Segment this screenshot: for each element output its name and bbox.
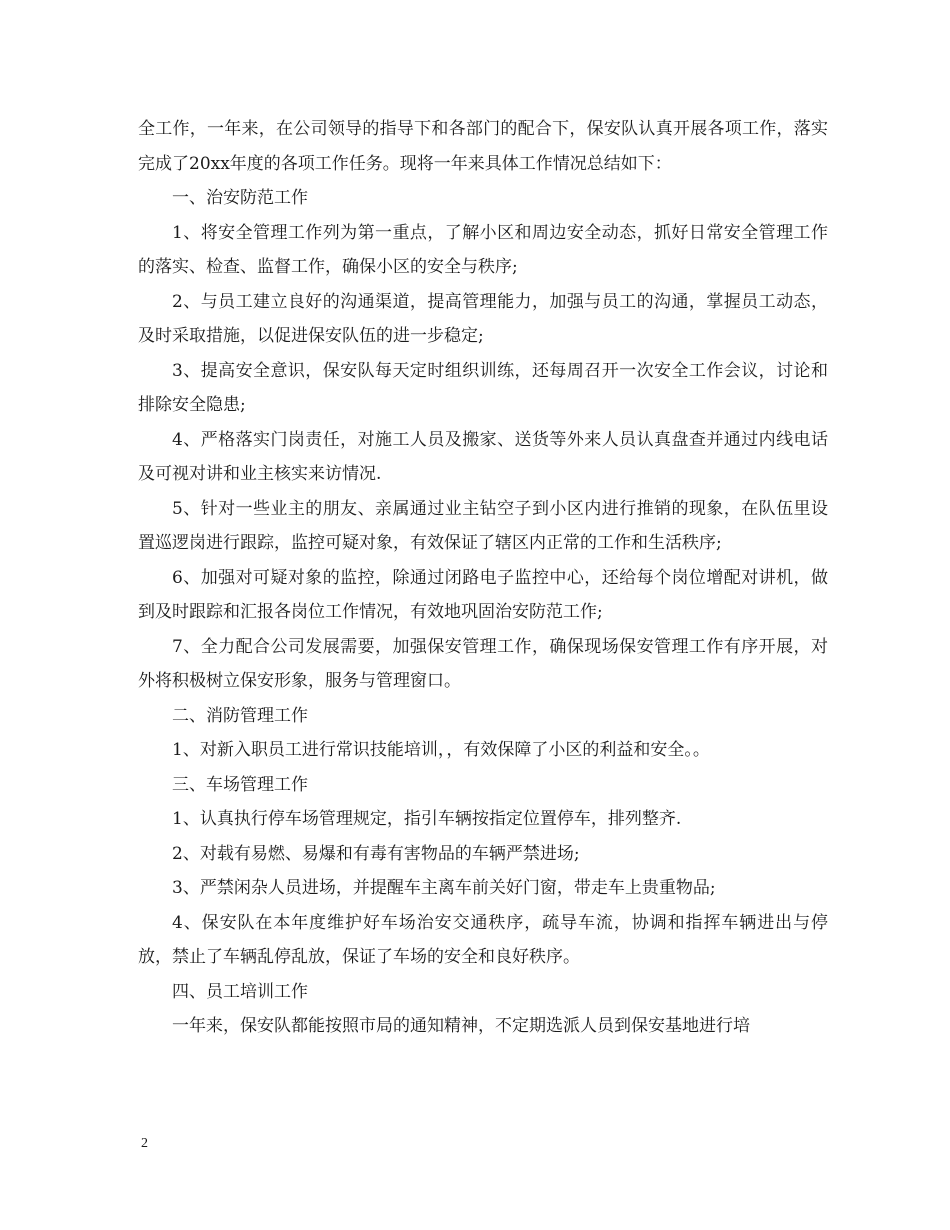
paragraph: 1、对新入职员工进行常识技能培训，，有效保障了小区的利益和安全。。 xyxy=(172,740,710,760)
paragraph: 2、对载有易燃、易爆和有毒有害物品的车辆严禁进场; xyxy=(172,843,580,864)
paragraph: 6、加强对可疑对象的监控，除通过闭路电子监控中心，还给每个岗位增配对讲机，做到及时跟踪和汇报各岗位工作情况，有效地巩固治安防范工作; xyxy=(138,567,828,622)
paragraph: 3、严禁闲杂人员进场，并提醒车主离车前关好门窗，带走车上贵重物品; xyxy=(172,878,716,898)
paragraph: 4、保安队在本年度维护好车场治安交通秩序，疏导车流，协调和指挥车辆进出与停放，禁止了车辆乱停乱放，保证了车场的安全和良好秩序。 xyxy=(138,912,828,967)
paragraph: 3、提高安全意识，保安队每天定时组织训练，还每周召开一次安全工作会议，讨论和排除安全隐患; xyxy=(138,360,828,415)
paragraph: 1、将安全管理工作列为第一重点，了解小区和周边安全动态，抓好日常安全管理工作的落实、检查、监督工作，确保小区的安全与秩序; xyxy=(138,222,828,277)
paragraph: 2、与员工建立良好的沟通渠道，提高管理能力，加强与员工的沟通，掌握员工动态，及时采取措施，以促进保安队伍的进一步稳定; xyxy=(138,291,828,346)
paragraph-intro: 全工作，一年来，在公司领导的指导下和各部门的配合下，保安队认真开展各项工作，落实完成了20xx年度的各项工作任务。现将一年来具体工作情况总结如下： xyxy=(138,119,828,174)
page-number: 2 xyxy=(141,1136,148,1151)
paragraph: 一年来，保安队都能按照市局的通知精神，不定期选派人员到保安基地进行培 xyxy=(172,1016,750,1036)
section-heading-security: 一、治安防范工作 xyxy=(172,188,308,208)
paragraph: 5、针对一些业主的朋友、亲属通过业主钻空子到小区内进行推销的现象，在队伍里设置巡逻岗进行跟踪，监控可疑对象，有效保证了辖区内正常的工作和生活秩序; xyxy=(138,498,828,553)
paragraph: 1、认真执行停车场管理规定，指引车辆按指定位置停车，排列整齐. xyxy=(172,809,682,829)
paragraph: 4、严格落实门岗责任，对施工人员及搬家、送货等外来人员认真盘查并通过内线电话及可视对讲和业主核实来访情况. xyxy=(138,429,828,484)
paragraph: 7、全力配合公司发展需要，加强保安管理工作，确保现场保安管理工作有序开展，对外将积极树立保安形象，服务与管理窗口。 xyxy=(138,636,828,691)
document-body xyxy=(138,112,828,1044)
section-heading-fire: 二、消防管理工作 xyxy=(172,705,308,726)
section-heading-training: 四、员工培训工作 xyxy=(172,981,308,1002)
section-heading-parking: 三、车场管理工作 xyxy=(172,774,308,795)
